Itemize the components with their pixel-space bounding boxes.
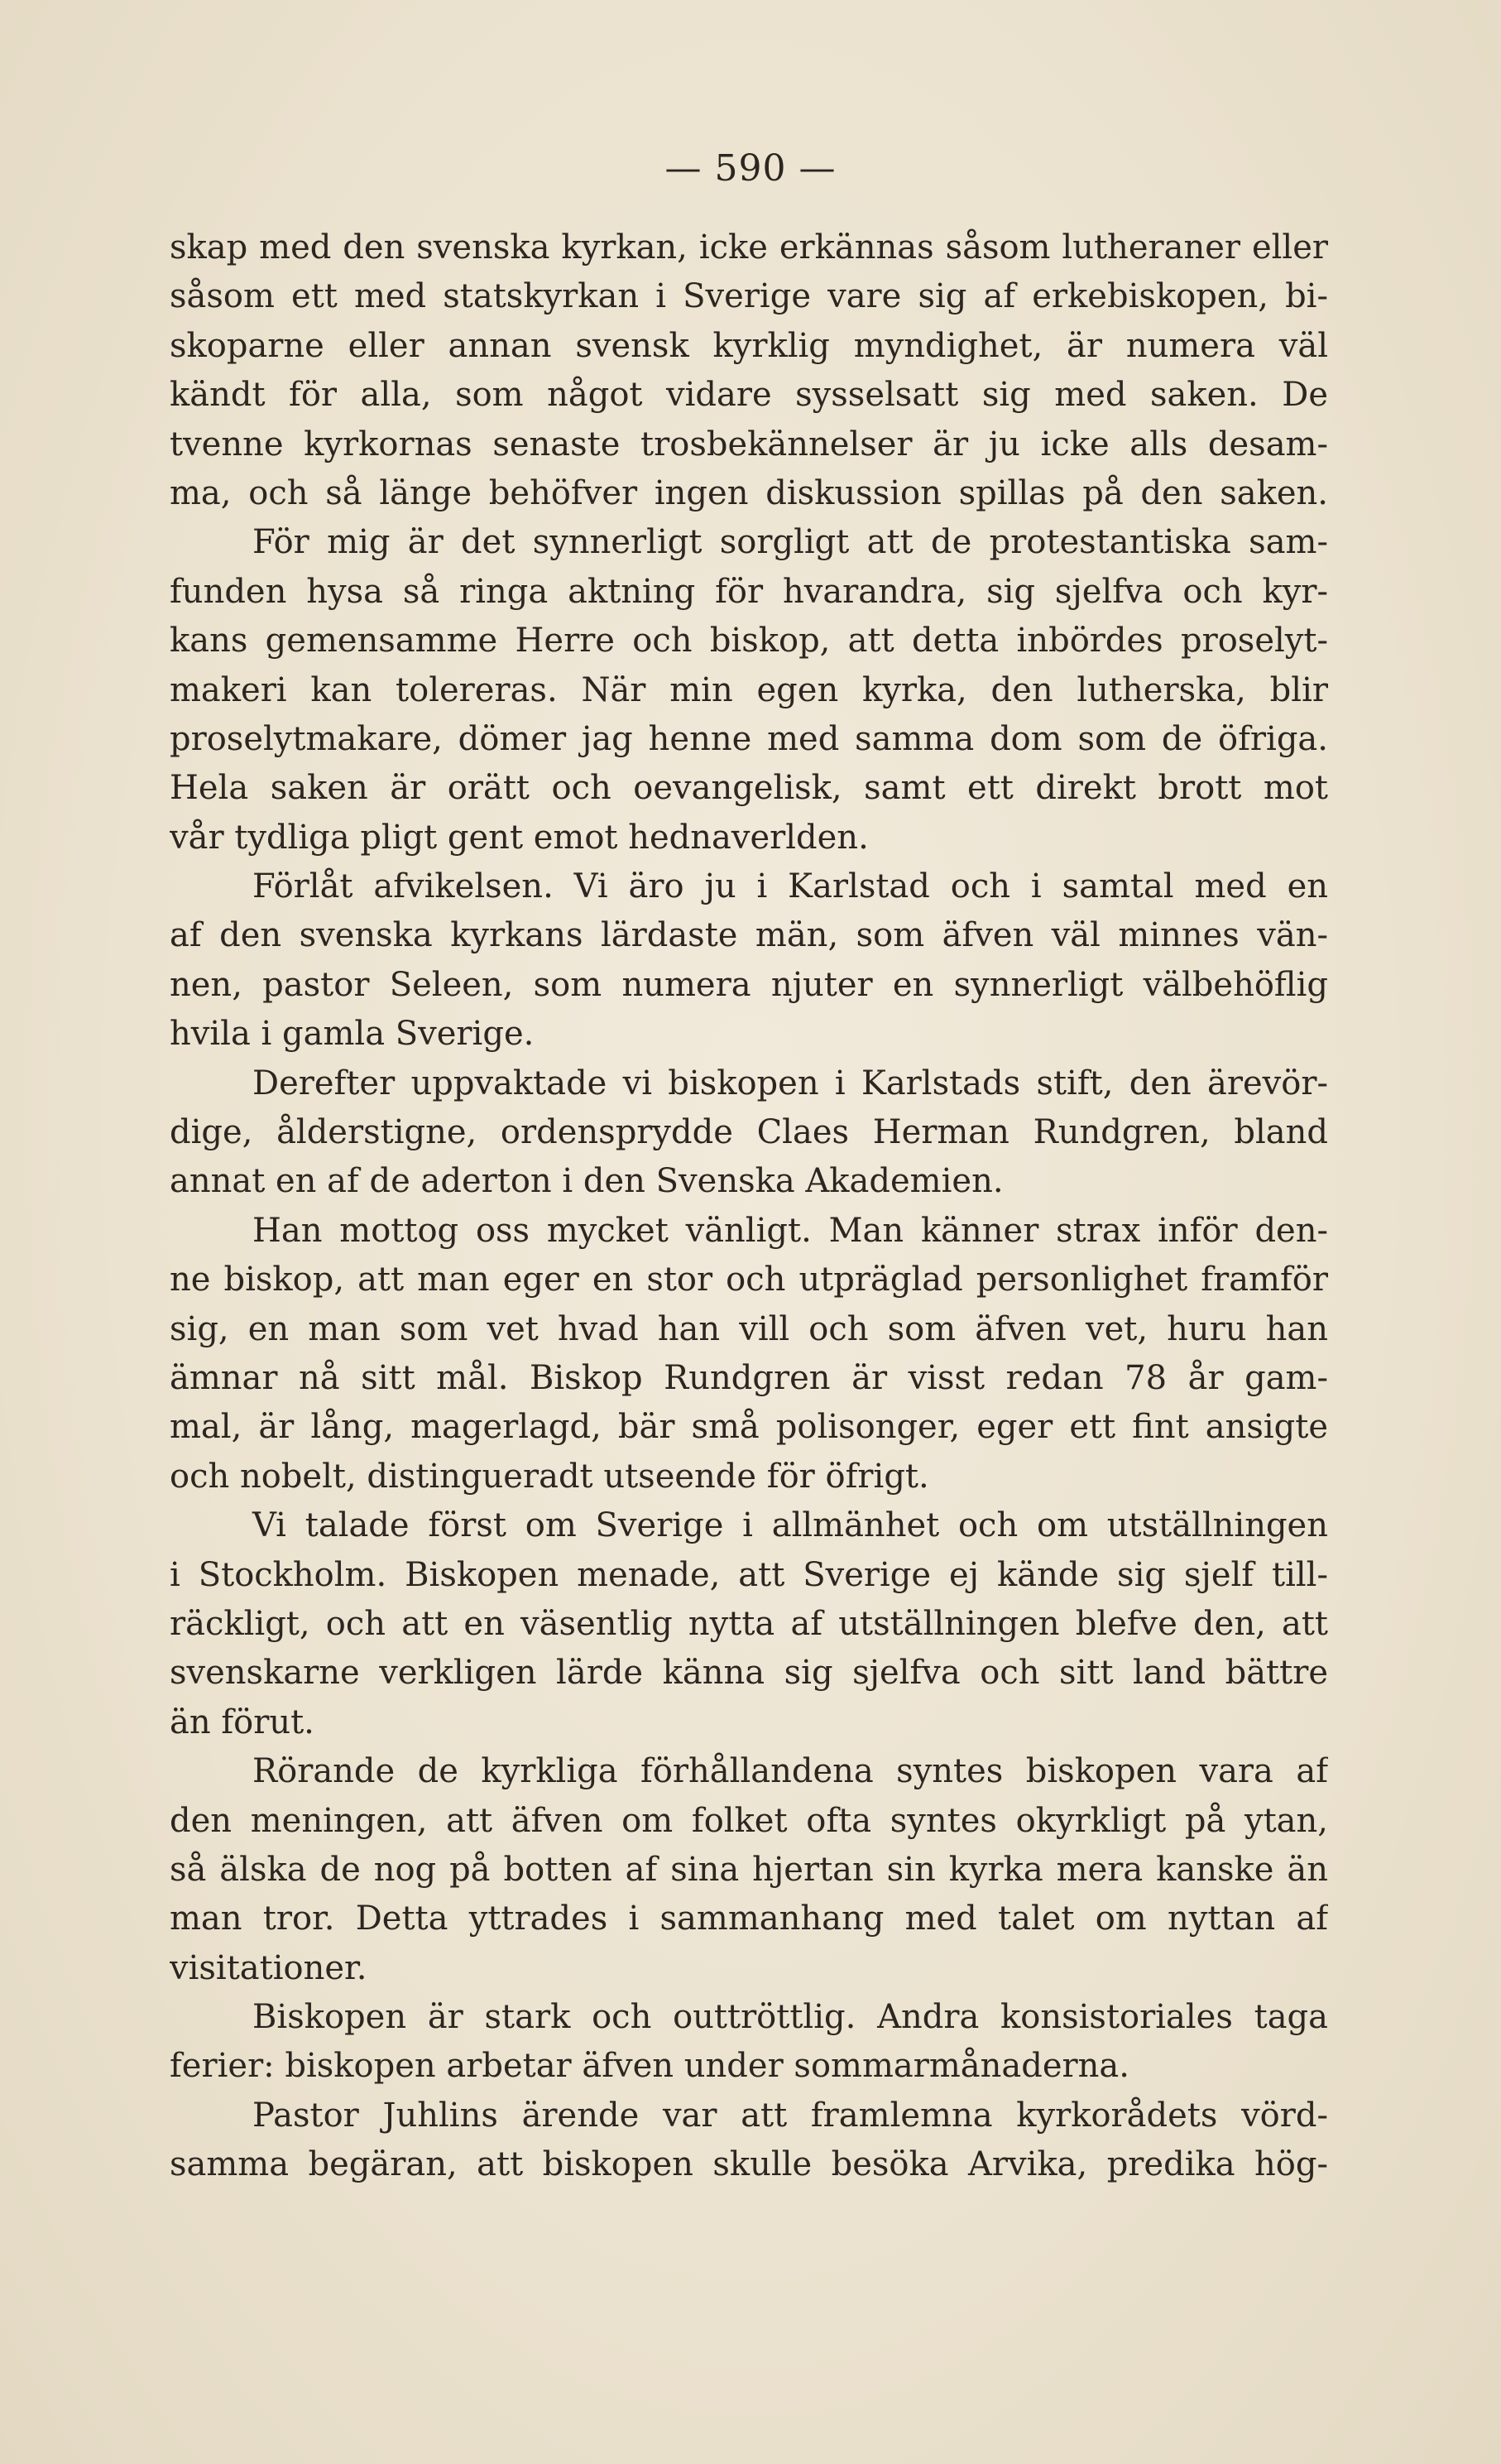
text-line: Han mottog oss mycket vänligt. Man känner strax inför den- bbox=[252, 1211, 1328, 1250]
text-line: skoparne eller annan svensk kyrklig myndighet, är numera väl bbox=[170, 326, 1328, 365]
text-line: såsom ett med statskyrkan i Sverige vare sig af erkebiskopen, bi- bbox=[170, 277, 1328, 316]
text-line: kändt för alla, som något vidare sysselsatt sig med saken. De bbox=[170, 376, 1328, 415]
text-line: samma begäran, att biskopen skulle besöka Arvika, predika hög- bbox=[170, 2145, 1328, 2184]
text-line: svenskarne verkligen lärde känna sig sjelfva och sitt land bättre bbox=[170, 1654, 1328, 1693]
text-line: visitationer. bbox=[170, 1948, 367, 1987]
text-line: ne biskop, att man eger en stor och utpräglad personlighet framför bbox=[170, 1261, 1328, 1299]
text-line: ferier: biskopen arbetar äfven under sommarmånaderna. bbox=[170, 2047, 1129, 2086]
text-line: mal, är lång, magerlagd, bär små polisonger, eger ett fint ansigte bbox=[170, 1408, 1328, 1447]
text-line: ämnar nå sitt mål. Biskop Rundgren är visst redan 78 år gam- bbox=[170, 1358, 1328, 1397]
text-line: Derefter uppvaktade vi biskopen i Karlstads stift, den ärevör- bbox=[252, 1064, 1328, 1102]
text-line: Förlåt afvikelsen. Vi äro ju i Karlstad och i samtal med en bbox=[252, 867, 1328, 906]
text-line: annat en af de aderton i den Svenska Akademien. bbox=[170, 1162, 1004, 1201]
text-line: Pastor Juhlins ärende var att framlemna kyrkorådets vörd- bbox=[252, 2096, 1328, 2135]
text-line: ma, och så länge behöfver ingen diskussion spillas på den saken. bbox=[170, 473, 1328, 512]
text-line: hvila i gamla Sverige. bbox=[170, 1015, 535, 1054]
text-line: För mig är det synnerligt sorgligt att de protestantiska sam- bbox=[252, 523, 1328, 562]
text-line: funden hysa så ringa aktning för hvarandra, sig sjelfva och kyr- bbox=[170, 572, 1328, 611]
text-line: den meningen, att äfven om folket ofta syntes okyrkligt på ytan, bbox=[170, 1801, 1328, 1840]
text-line: än förut. bbox=[170, 1703, 314, 1741]
text-line: så älska de nog på botten af sina hjertan sin kyrka mera kanske än bbox=[170, 1850, 1328, 1889]
text-line: Rörande de kyrkliga förhållandena syntes biskopen vara af bbox=[252, 1752, 1328, 1791]
body-text bbox=[170, 223, 1328, 2190]
text-line: i Stockholm. Biskopen menade, att Sverige ej kände sig sjelf till- bbox=[170, 1555, 1328, 1594]
text-line: nen, pastor Seleen, som numera njuter en synnerligt välbehöflig bbox=[170, 965, 1328, 1004]
text-line: vår tydliga pligt gent emot hednaverlden. bbox=[170, 818, 869, 857]
text-line: räckligt, och att en väsentlig nytta af utställningen blefve den, att bbox=[170, 1604, 1328, 1643]
text-line: af den svenska kyrkans lärdaste män, som äfven väl minnes vän- bbox=[170, 916, 1328, 955]
text-line: proselytmakare, dömer jag henne med samma dom som de öfriga. bbox=[170, 719, 1328, 758]
page-number: — 590 — bbox=[664, 147, 837, 190]
text-line: och nobelt, distingueradt utseende för öfrigt. bbox=[170, 1457, 929, 1496]
text-line: dige, ålderstigne, ordensprydde Claes Herman Rundgren, bland bbox=[170, 1113, 1328, 1152]
text-line: skap med den svenska kyrkan, icke erkännas såsom lutheraner eller bbox=[170, 228, 1328, 267]
text-line: man tror. Detta yttrades i sammanhang med talet om nyttan af bbox=[170, 1900, 1328, 1938]
text-line: Vi talade först om Sverige i allmänhet och om utställningen bbox=[252, 1506, 1328, 1545]
text-line: sig, en man som vet hvad han vill och som äfven vet, huru han bbox=[170, 1309, 1328, 1348]
text-line: Hela saken är orätt och oevangelisk, samt ett direkt brott mot bbox=[170, 769, 1328, 808]
text-line: kans gemensamme Herre och biskop, att detta inbördes proselyt- bbox=[170, 622, 1328, 660]
text-line: tvenne kyrkornas senaste trosbekännelser är ju icke alls desam- bbox=[170, 425, 1328, 464]
text-line: makeri kan tolereras. När min egen kyrka, den lutherska, blir bbox=[170, 670, 1328, 709]
text-line: Biskopen är stark och outtröttlig. Andra konsistoriales taga bbox=[252, 1998, 1328, 2037]
